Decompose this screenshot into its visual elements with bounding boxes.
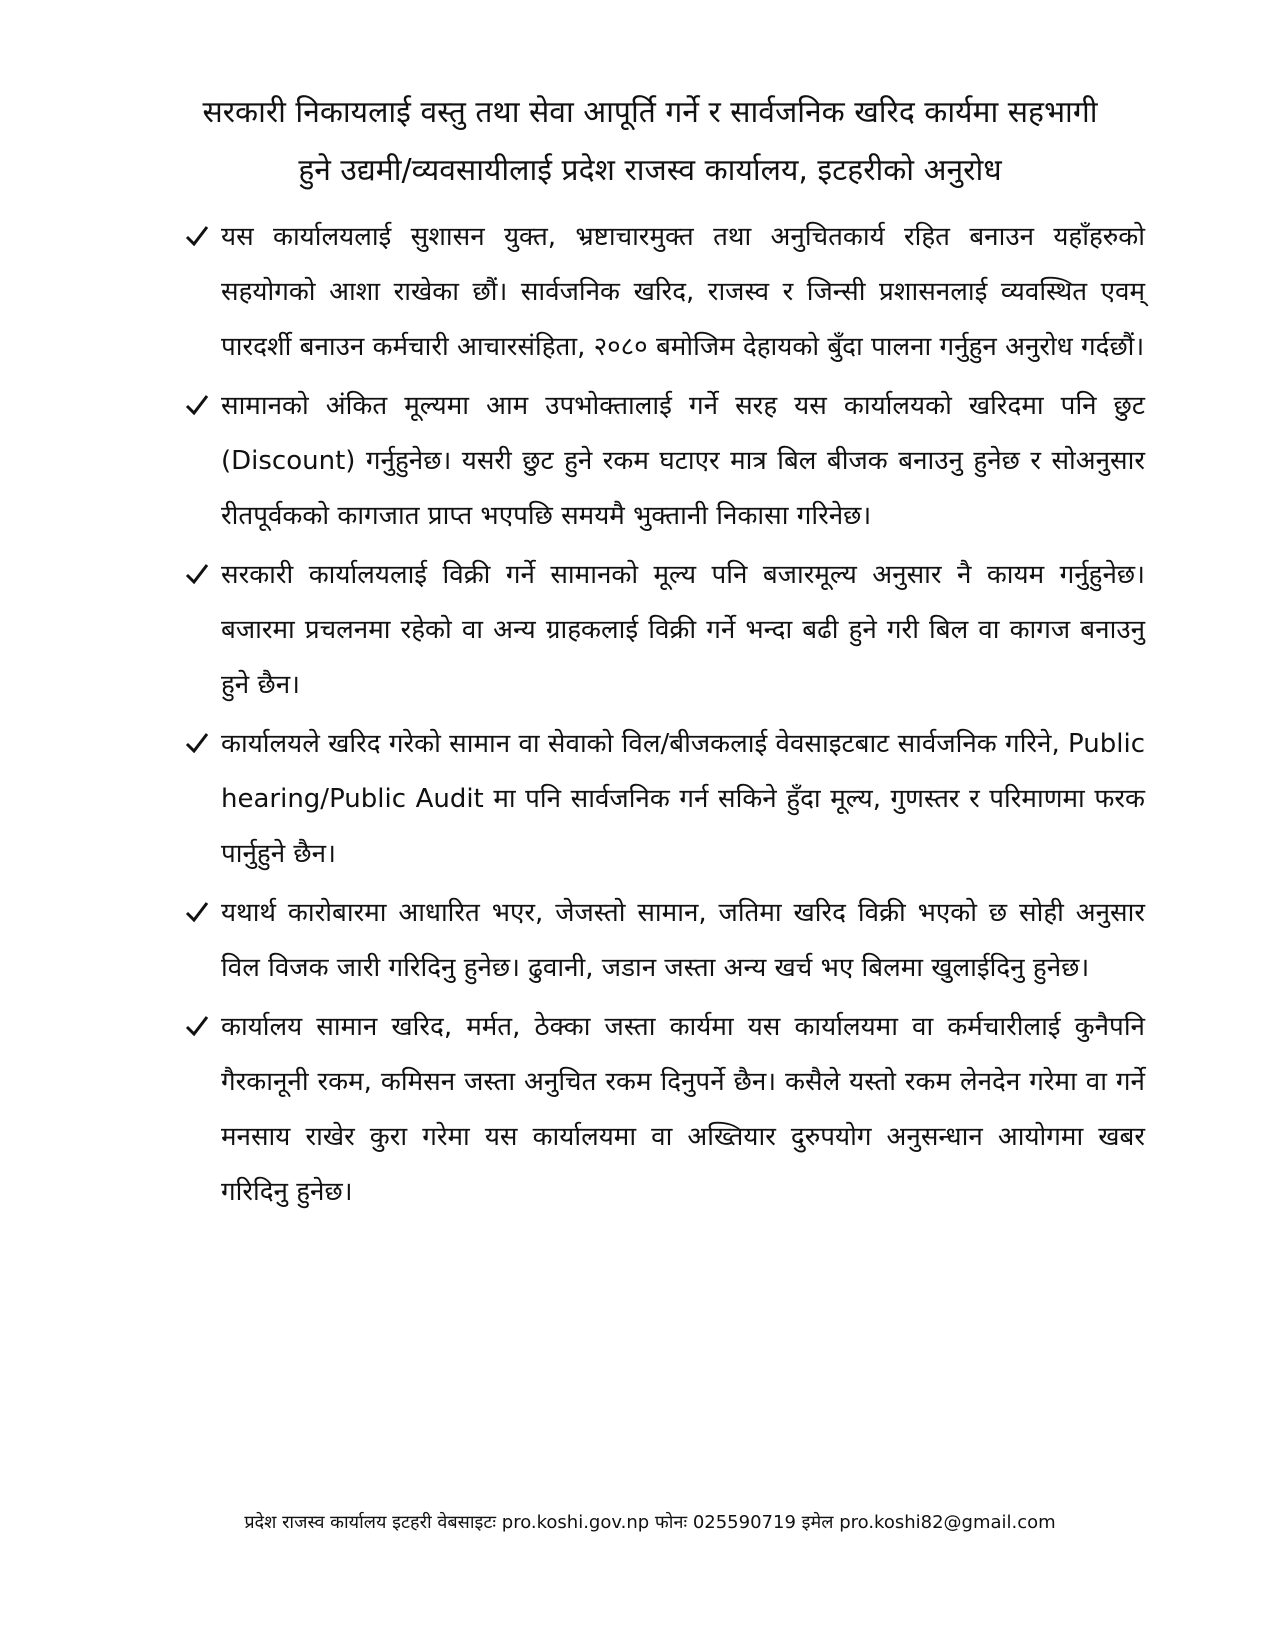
list-item <box>185 548 1145 713</box>
request-list <box>185 210 1145 1224</box>
checkmark-icon <box>185 379 215 434</box>
page-title <box>150 84 1150 200</box>
checkmark-icon <box>185 886 215 941</box>
checkmark-icon <box>185 210 215 265</box>
footer-contact <box>150 1508 1150 1538</box>
footer-website-label: वेबसाइटः <box>437 1512 497 1533</box>
footer-office: प्रदेश राजस्व कार्यालय इटहरी <box>244 1512 432 1533</box>
footer-website-link[interactable]: pro.koshi.gov.np <box>501 1512 650 1533</box>
item-text: कार्यालयले खरिद गरेको सामान वा सेवाको विल/बीजकलाई वेवसाइटबाट सार्वजनिक गरिने, Public hearing/Public Audit मा पनि सार्वजनिक गर्न सकिने हुँदा मूल्य, गुणस्तर र परिमाणमा फरक पार्नुहुने छैन। <box>221 729 1145 869</box>
list-item <box>185 1000 1145 1220</box>
footer-email-label: इमेल <box>801 1512 834 1533</box>
list-item <box>185 886 1145 996</box>
item-text: यस कार्यालयलाई सुशासन युक्त, भ्रष्टाचारमुक्त तथा अनुचितकार्य रहित बनाउन यहाँहरुको सहयोगको आशा राखेका छौं। सार्वजनिक खरिद, राजस्व र जिन्सी प्रशासनलाई व्यवस्थित एवम् पारदर्शी बनाउन कर्मचारी आचारसंहिता, २०८० बमोजिम देहायको बुँदा पालना गर्नुहुन अनुरोध गर्दछौं। <box>221 222 1145 362</box>
list-item <box>185 210 1145 375</box>
title-line-2: हुने उद्यमी/व्यवसायीलाई प्रदेश राजस्व कार्यालय, इटहरीको अनुरोध <box>298 153 1002 188</box>
checkmark-icon <box>185 548 215 603</box>
list-item <box>185 717 1145 882</box>
item-text: यथार्थ कारोबारमा आधारित भएर, जेजस्तो सामान, जतिमा खरिद विक्री भएको छ सोही अनुसार विल विजक जारी गरिदिनु हुनेछ। ढुवानी, जडान जस्ता अन्य खर्च भए बिलमा खुलाईदिनु हुनेछ। <box>221 898 1145 983</box>
footer-email-link[interactable]: pro.koshi82@gmail.com <box>839 1512 1056 1533</box>
item-text: सरकारी कार्यालयलाई विक्री गर्ने सामानको मूल्य पनि बजारमूल्य अनुसार नै कायम गर्नुहुनेछ। बजारमा प्रचलनमा रहेको वा अन्य ग्राहकलाई विक्री गर्ने भन्दा बढी हुने गरी बिल वा कागज बनाउनु हुने छैन। <box>221 560 1145 700</box>
title-line-1: सरकारी निकायलाई वस्तु तथा सेवा आपूर्ति गर्ने र सार्वजनिक खरिद कार्यमा सहभागी <box>202 95 1098 130</box>
item-text: कार्यालय सामान खरिद, मर्मत, ठेक्का जस्ता कार्यमा यस कार्यालयमा वा कर्मचारीलाई कुनैपनि गैरकानूनी रकम, कमिसन जस्ता अनुचित रकम दिनुपर्ने छैन। कसैले यस्तो रकम लेनदेन गरेमा वा गर्ने मनसाय राखेर कुरा गरेमा यस कार्यालयमा वा अख्तियार दुरुपयोग अनुसन्धान आयोगमा खबर गरिदिनु हुनेछ। <box>221 1012 1145 1207</box>
list-item <box>185 379 1145 544</box>
item-text: सामानको अंकित मूल्यमा आम उपभोक्तालाई गर्ने सरह यस कार्यालयको खरिदमा पनि छुट (Discount) गर्नुहुनेछ। यसरी छुट हुने रकम घटाएर मात्र बिल बीजक बनाउनु हुनेछ र सोअनुसार रीतपूर्वकको कागजात प्राप्त भएपछि समयमै भुक्तानी निकासा गरिनेछ। <box>221 391 1145 531</box>
footer-phone: 025590719 <box>692 1512 796 1533</box>
footer-phone-label: फोनः <box>654 1512 688 1533</box>
checkmark-icon <box>185 1000 215 1055</box>
checkmark-icon <box>185 717 215 772</box>
